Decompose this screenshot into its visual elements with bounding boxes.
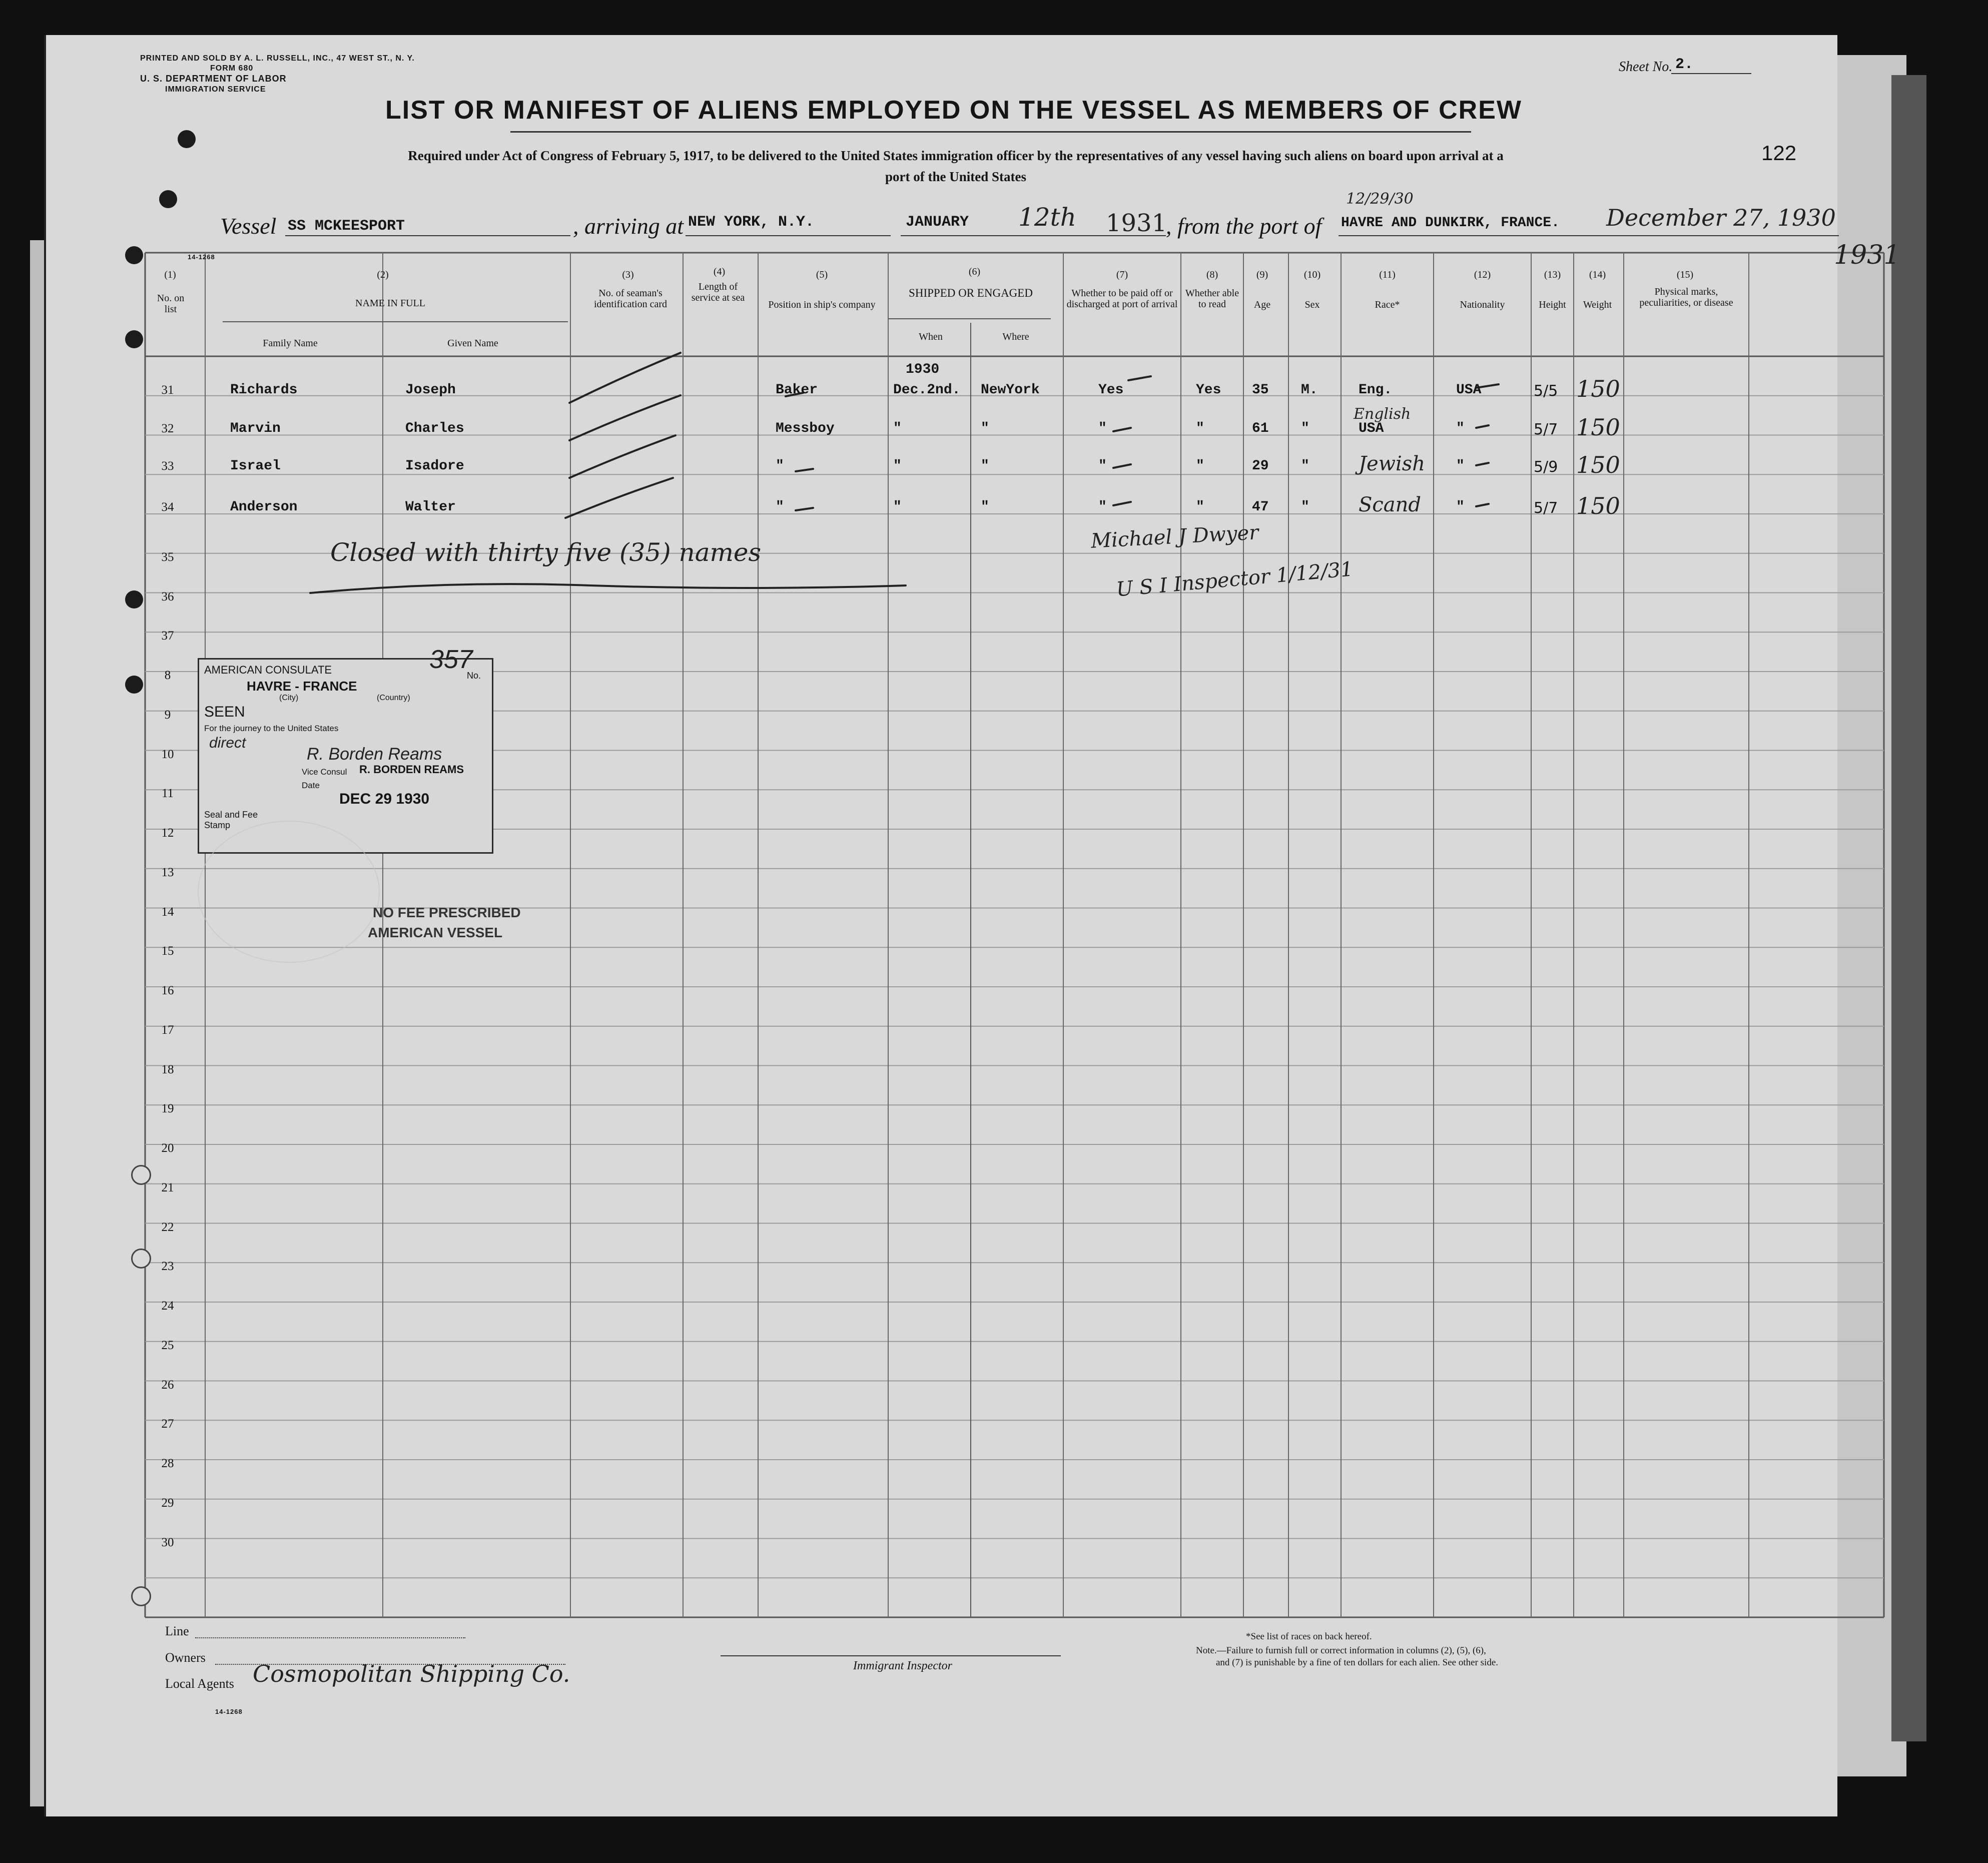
row-number: 27 [161,1417,174,1431]
cell-row-number: 32 [161,422,174,435]
col15-number: (15) [1676,269,1694,280]
footer-line-label: Line [165,1624,189,1638]
cell-shipped-when: " [893,421,902,436]
footer-inspector-label: Immigrant Inspector [853,1659,952,1672]
cell-paid-off: " [1098,499,1107,515]
cell-able-to-read: Yes [1196,382,1221,398]
col12-header: Nationality [1460,299,1505,310]
cell-position: " [776,458,784,474]
cell-race: Scand [1359,493,1422,516]
row-number: 37 [161,629,174,643]
row-number: 26 [161,1378,174,1392]
row-number: 17 [161,1023,174,1037]
cell-able-to-read: " [1196,458,1204,474]
row-number: 12 [161,826,174,840]
punch-hole [125,590,143,608]
arriving-label: , arriving at [573,213,684,239]
col2a-header: Family Name [263,338,318,349]
col7-number: (7) [1116,269,1128,280]
margin-year: 1931 [1834,240,1900,270]
cell-position: " [776,499,784,515]
page-title: LIST OR MANIFEST OF ALIENS EMPLOYED ON THE VESSEL AS MEMBERS OF CREW [385,96,1522,125]
sheet-label: Sheet No. [1619,59,1673,75]
port-underline [686,235,891,236]
printer-line-3: U. S. DEPARTMENT OF LABOR [140,74,287,84]
row-number: 18 [161,1062,174,1076]
cell-race: Eng. [1359,382,1393,398]
no-fee-line-2: AMERICAN VESSEL [368,925,503,940]
printer-line-4: IMMIGRATION SERVICE [165,85,266,94]
cell-shipped-where: " [981,458,989,474]
cell-shipped-when: Dec.2nd. [893,382,961,398]
col12-number: (12) [1474,269,1491,280]
cell-shipped-when: " [893,458,902,474]
footer-line-rule [195,1637,465,1638]
cell-height: 5/5 [1534,382,1558,400]
from-date-note: 12/29/30 [1346,190,1414,208]
stamp-city: HAVRE - FRANCE [247,679,357,694]
stamp-header: AMERICAN CONSULATE [204,664,332,676]
cell-nationality: " [1456,458,1465,474]
row-number: 9 [164,708,171,722]
closing-note: Closed with thirty five (35) names [330,538,762,567]
punch-ring [131,1165,151,1185]
footer-agents-label: Local Agents [165,1676,234,1691]
embossed-seal [198,821,380,963]
cell-able-to-read: " [1196,499,1204,515]
row-number: 14 [161,905,174,919]
sheet-number: 2. [1675,56,1694,73]
consulate-stamp [198,645,493,854]
printer-line-2: FORM 680 [210,64,254,73]
col2-number: (2) [377,269,389,280]
cell-family-name: Marvin [230,421,281,436]
cell-age: 47 [1252,499,1269,515]
cell-sex: " [1301,499,1309,515]
cell-position: Messboy [776,421,835,436]
cell-given-name: Charles [405,421,464,436]
stamp-number: 357 [429,645,473,674]
cell-able-to-read: " [1196,421,1204,436]
arrival-day: 12th [1018,203,1076,232]
punch-hole [178,130,196,148]
stamp-consul-label: Vice Consul [302,767,347,777]
subtitle-line-2: port of the United States [885,169,1026,184]
col3-header: No. of seaman's identification card [593,288,668,310]
cell-nationality: " [1456,499,1465,515]
col10-number: (10) [1303,269,1321,280]
row-number: 30 [161,1535,174,1549]
footer-inspector-rule [721,1655,1061,1656]
cell-family-name: Anderson [230,499,298,515]
row-number: 29 [161,1496,174,1510]
punch-hole [125,676,143,694]
footer-agents-value: Cosmopolitan Shipping Co. [253,1660,570,1687]
cell-height: 5/7 [1534,499,1558,517]
stamp-date: DEC 29 1930 [339,791,430,807]
punch-ring [131,1249,151,1269]
cell-height: 5/9 [1534,458,1558,476]
footer-races-note: *See list of races on back hereof. [1246,1631,1372,1642]
stamp-country-label: (Country) [377,694,410,702]
departure-date-handwritten: December 27, 1930 [1606,204,1836,231]
row-number: 13 [161,865,174,879]
stamp-date-label: Date [302,781,320,790]
no-fee-line-1: NO FEE PRESCRIBED [373,905,521,920]
stamp-no-label-inline: No. [467,671,481,681]
row-number: 28 [161,1457,174,1470]
row-number: 19 [161,1102,174,1116]
cell-height: 5/7 [1534,421,1558,438]
cell-race-note: English [1354,405,1411,423]
cell-row-number: 33 [161,459,174,473]
cell-shipped-where: " [981,421,989,436]
title-rule [510,131,1471,133]
col2-header: NAME IN FULL [355,298,425,309]
stamp-consul-name: R. BORDEN REAMS [359,763,464,776]
stamp-city-label: (City) [279,694,299,702]
col10-header: Sex [1304,299,1320,310]
row-number: 11 [161,787,174,801]
cell-sex: " [1301,421,1309,436]
col7-header: Whether to be paid off or discharged at port of arrival [1066,288,1178,310]
from-underline [1339,235,1839,236]
cell-weight: 150 [1576,492,1620,519]
cell-given-name: Walter [405,499,456,515]
cell-family-name: Richards [230,382,298,398]
cell-sex: " [1301,458,1309,474]
arrival-month: JANUARY [906,214,969,231]
cell-nationality: USA [1456,382,1482,398]
col8-header: Whether able to read [1185,288,1239,310]
row-number: 8 [164,669,171,682]
col6-number: (6) [968,266,981,277]
inspector-title: U S I Inspector 1/12/31 [1115,557,1355,601]
printer-line-1: PRINTED AND SOLD BY A. L. RUSSELL, INC., 47 WEST ST., N. Y. [140,54,415,63]
row-number: 23 [161,1260,174,1274]
inspector-signature: Michael J Dwyer [1090,521,1259,553]
cell-sex: M. [1301,382,1318,398]
col5-header: Position in ship's company [768,299,876,310]
cell-shipped-year: 1930 [906,362,940,377]
punch-hole [125,246,143,264]
row-number: 24 [161,1299,174,1313]
col4-number: (4) [713,266,726,277]
stamp-seen: SEEN [204,704,245,720]
row-number: 21 [161,1180,174,1194]
cell-position: Baker [776,382,818,398]
cell-given-name: Joseph [405,382,456,398]
row-number: 20 [161,1141,174,1155]
cell-paid-off: " [1098,458,1107,474]
cell-family-name: Israel [230,458,281,474]
col9-number: (9) [1256,269,1268,280]
cell-race: Jewish [1359,452,1426,475]
row-number: 36 [161,589,174,603]
cell-weight: 150 [1576,414,1620,441]
row-number: 10 [161,747,174,761]
col6b-header: Where [1002,331,1029,342]
col5-number: (5) [816,269,828,280]
cell-row-number: 34 [161,500,174,514]
page-number: 122 [1761,141,1797,165]
col6a-header: When [919,331,943,342]
col1-header: No. on list [157,293,185,315]
col14-header: Weight [1583,299,1612,310]
cell-age: 61 [1252,421,1269,436]
arrival-year: 1931 [1106,209,1167,237]
punch-hole [159,190,177,208]
footer-owners-label: Owners [165,1650,206,1665]
col9-header: Age [1253,299,1271,310]
cell-age: 35 [1252,382,1269,398]
col6-header: SHIPPED OR ENGAGED [909,287,1033,299]
cell-weight: 150 [1576,375,1620,402]
vessel-label: Vessel [220,213,277,239]
col11-number: (11) [1379,269,1396,280]
col3-number: (3) [622,269,634,280]
departure-port: HAVRE AND DUNKIRK, FRANCE. [1341,215,1560,231]
col8-number: (8) [1206,269,1218,280]
col2b-header: Given Name [447,338,498,349]
vessel-underline [285,235,570,236]
footer-note-1: Note.—Failure to furnish full or correct information in columns (2), (5), (6), [1196,1645,1486,1656]
stamp-seal-label: Seal and Fee Stamp [204,810,258,830]
cell-age: 29 [1252,458,1269,474]
col1-number: (1) [164,269,176,280]
cell-nationality: " [1456,421,1465,436]
cell-paid-off: Yes [1098,382,1124,398]
cell-shipped-where: " [981,499,989,515]
cell-shipped-when: " [893,499,902,515]
row-number: 25 [161,1338,174,1352]
cell-weight: 150 [1576,451,1620,478]
punch-ring [131,1586,151,1606]
footer-form-code: 14-1268 [215,1708,243,1715]
vessel-name: SS MCKEESPORT [288,218,405,235]
sheet-underline [1671,73,1751,74]
cell-given-name: Isadore [405,458,464,474]
row-number: 15 [161,944,174,958]
row-number: 35 [161,550,174,564]
cell-row-number: 31 [161,383,174,397]
col15-header: Physical marks, peculiarities, or disease [1639,286,1733,308]
row-number: 16 [161,984,174,997]
col13-number: (13) [1544,269,1561,280]
stamp-journey: For the journey to the United States [204,724,339,733]
col13-header: Height [1539,299,1566,310]
stamp-consul-signature: R. Borden Reams [307,745,442,764]
from-label: , from the port of [1166,213,1322,239]
col11-header: Race* [1375,299,1400,310]
subtitle-line-1: Required under Act of Congress of February 5, 1917, to be delivered to the United States immigration officer by the representatives of any vessel having such aliens on board upon arrival at a [408,148,1504,163]
cell-race: USA [1359,421,1384,436]
arrival-port: NEW YORK, N.Y. [688,214,815,231]
footer-note-2: and (7) is punishable by a fine of ten dollars for each alien. See other side. [1216,1657,1499,1668]
form-code-top: 14-1268 [188,253,215,261]
punch-hole [125,330,143,348]
row-number: 22 [161,1220,174,1234]
col4-header: Length of service at sea [691,281,745,303]
cell-shipped-where: NewYork [981,382,1040,398]
col14-number: (14) [1589,269,1606,280]
stamp-direct: direct [209,735,246,751]
cell-paid-off: " [1098,421,1107,436]
